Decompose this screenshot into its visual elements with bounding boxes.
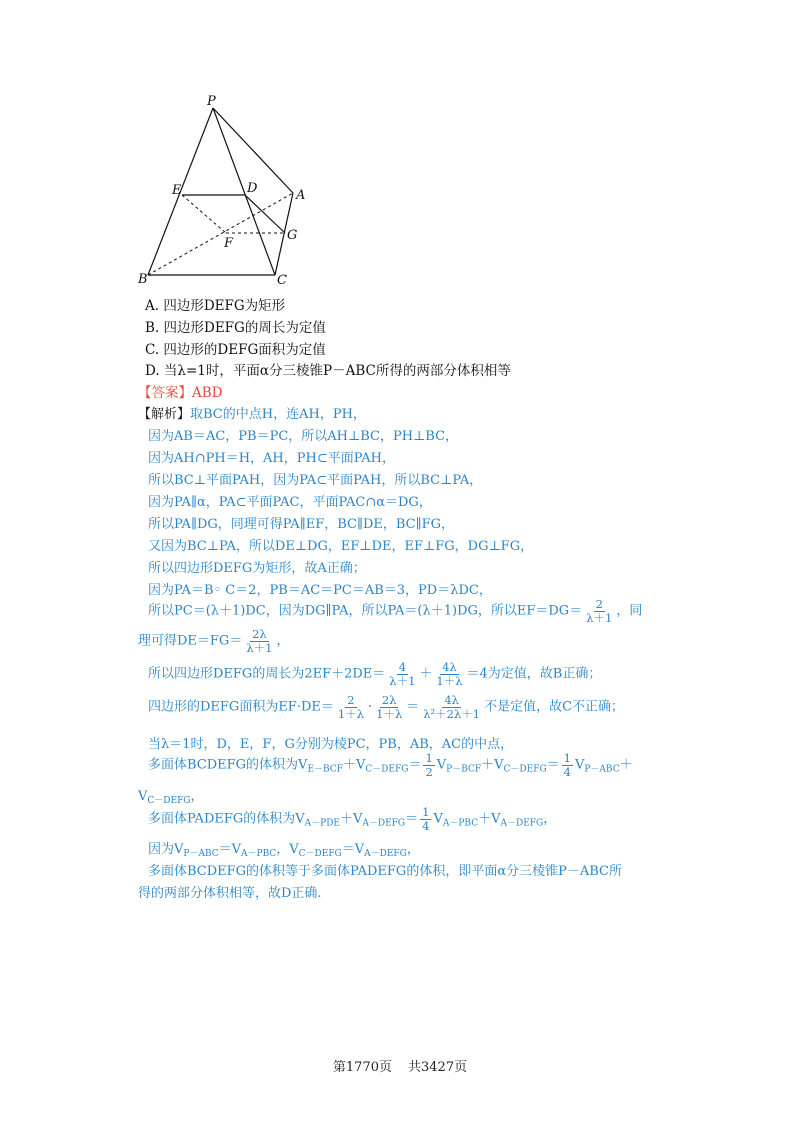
fraction: $\frac{4\lambda}{1+\lambda}$: [436, 660, 463, 688]
label-B: B: [138, 272, 148, 287]
solution-line-4: 所以BC⊥平面PAH，因为PA⊂平面PAH，所以BC⊥PA，: [148, 473, 483, 488]
label-E: E: [172, 183, 182, 198]
answer-value: ABD: [192, 385, 223, 401]
label-G: G: [287, 228, 298, 243]
solution-line-1: [138, 403, 366, 422]
solution-line-12: 所以四边形DEFG的周长为2EF＋2DE＝ $\frac{4}{\lambda+1}$ ＋ $\frac{4\lambda}{1+\lambda}$ ＝4为定值，故B正确；: [148, 660, 602, 688]
fraction: $\frac{2\lambda}{1+\lambda}$: [376, 693, 403, 721]
solution-line-9: 因为PA＝B◦ C＝2，PB＝AC＝PC＝AB＝3，PD＝λDC，: [148, 583, 492, 598]
label-P: P: [207, 94, 216, 109]
solution-line-17: 多面体PADEFG的体积为$V_{A-PDE}+V_{A-DEFG}=$ $\frac{1}{4}$ $V_{A-PBC}+V_{A-DEFG}$，: [148, 805, 557, 833]
solution-line-16: $V_{C-DEFG}$，: [138, 789, 204, 806]
answer-tag: 【答案】: [138, 385, 192, 401]
pyramid-figure: [130, 92, 320, 292]
label-C: C: [277, 273, 287, 288]
fraction: $\frac{2}{\lambda+1}$: [586, 597, 613, 625]
fraction: $\frac{1}{4}$: [422, 805, 430, 833]
option-a: A. 四边形DEFG为矩形: [145, 298, 286, 314]
fraction: $\frac{1}{2}$: [425, 751, 433, 779]
edge-EF-hidden: [182, 195, 226, 233]
solution-line-11: 理可得DE＝FG＝ $\frac{2\lambda}{\lambda+1}$ ，: [138, 627, 290, 655]
label-F: F: [224, 236, 234, 251]
fraction: $\frac{4\lambda}{\text{λ²＋2λ＋1}}$: [423, 693, 481, 721]
solution-line-13: 四边形的DEFG面积为EF·DE＝ $\frac{2}{1+\lambda}$ · $\frac{2\lambda}{1+\lambda}$ ＝ $\frac{4\lambda}{\text{λ²＋2λ＋1}}$ 不是定值，故C不正确；: [148, 693, 625, 721]
solution-line-8: 所以四边形DEFG为矩形，故A正确；: [148, 561, 366, 576]
solution-line-10: 所以PC＝(λ＋1)DC，因为DG∥PA，所以PA＝(λ＋1)DG，所以EF＝DG＝ $\frac{2}{\lambda+1}$ ，同: [148, 597, 643, 625]
label-D: D: [247, 181, 258, 196]
option-d: D. 当λ=1时，平面α分三棱锥P－ABC所得的两部分体积相等: [145, 363, 511, 379]
solution-line-6: 所以PA∥DG，同理可得PA∥EF，BC∥DE，BC∥FG，: [148, 517, 455, 532]
edge-PC: [213, 108, 275, 275]
page-number: 第1770页: [332, 1060, 392, 1075]
option-b: B. 四边形DEFG的周长为定值: [145, 320, 326, 336]
page-footer: [0, 1056, 800, 1075]
solution-line-3: 因为AH∩PH＝H，AH，PH⊂平面PAH，: [148, 451, 396, 466]
solution-line-14: 当λ＝1时，D，E，F，G分别为棱PC，PB，AB，AC的中点，: [148, 737, 514, 752]
option-c: C. 四边形的DEFG面积为定值: [145, 342, 326, 358]
solution-line-20: 得的两部分体积相等，故D正确.: [138, 886, 322, 901]
fraction: $\frac{2}{1+\lambda}$: [337, 693, 364, 721]
solution-line-7: 又因为BC⊥PA，所以DE⊥DG，EF⊥DE，EF⊥FG，DG⊥FG，: [148, 539, 534, 554]
solution-text: 取BC的中点H，连AH，PH，: [190, 407, 366, 422]
fraction: $\frac{1}{4}$: [563, 751, 571, 779]
fraction: $\frac{2\lambda}{\lambda+1}$: [246, 627, 273, 655]
solution-line-19: 多面体BCDEFG的体积等于多面体PADEFG的体积，即平面α分三棱锥P－ABC所: [148, 864, 622, 879]
solution-line-2: 因为AB＝AC，PB＝PC，所以AH⊥BC，PH⊥BC，: [148, 429, 459, 444]
answer-line: [138, 381, 223, 401]
label-A: A: [296, 188, 306, 203]
page-total: 共3427页: [408, 1060, 468, 1075]
pyramid-diagram: [130, 92, 320, 292]
solution-line-15: 多面体BCDEFG的体积为$V_{E-BCF}+V_{C-DEFG}=$ $\frac{1}{2}$ $V_{P-BCF}+V_{C-DEFG}=$ $\frac{1}{4}$ $V_{P-ABC}+$: [148, 751, 633, 779]
solution-line-5: 因为PA∥α，PA⊂平面PAC，平面PAC∩α＝DG，: [148, 495, 432, 510]
edge-BA-hidden: [148, 193, 293, 275]
solution-tag: 【解析】: [138, 407, 191, 422]
solution-line-18: 因为$V_{P-ABC}=V_{A-PBC}$，$V_{C-DEFG}=V_{A-DEFG}$，: [148, 842, 420, 859]
fraction: $\frac{4}{\lambda+1}$: [389, 660, 416, 688]
